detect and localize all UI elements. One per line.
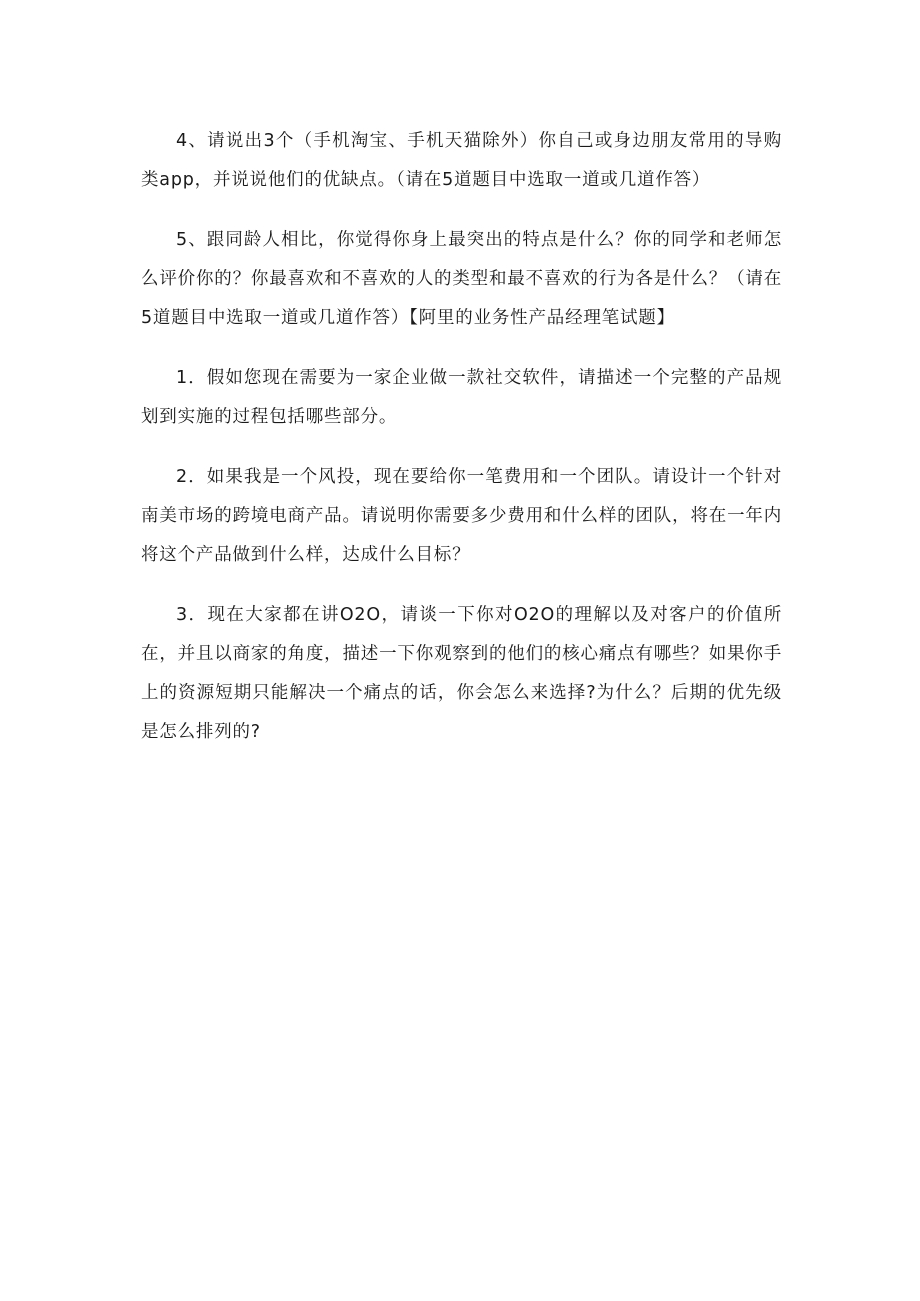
question-5-paragraph: 5、跟同龄人相比，你觉得你身上最突出的特点是什么？你的同学和老师怎么评价你的？你最喜欢和不喜欢的人的类型和最不喜欢的行为各是什么？（请在5道题目中选取一道或几道作答）【阿里的业务性产品经理笔试题】 bbox=[141, 230, 782, 328]
question-4-paragraph: 4、请说出3个（手机淘宝、手机天猫除外）你自己或身边朋友常用的导购类app，并说说他们的优缺点。（请在5道题目中选取一道或几道作答） bbox=[141, 131, 782, 190]
written-test-question-3-paragraph: 3．现在大家都在讲O2O，请谈一下你对O2O的理解以及对客户的价值所在，并且以商家的角度，描述一下你观察到的他们的核心痛点有哪些？如果你手上的资源短期只能解决一个痛点的话，你会怎么来选择?为什么？后期的优先级是怎么排列的? bbox=[141, 605, 782, 742]
written-test-question-1-paragraph: 1．假如您现在需要为一家企业做一款社交软件，请描述一个完整的产品规划到实施的过程包括哪些部分。 bbox=[141, 368, 782, 427]
written-test-question-2-paragraph: 2．如果我是一个风投，现在要给你一笔费用和一个团队。请设计一个针对南美市场的跨境电商产品。请说明你需要多少费用和什么样的团队，将在一年内将这个产品做到什么样，达成什么目标？ bbox=[141, 467, 782, 565]
